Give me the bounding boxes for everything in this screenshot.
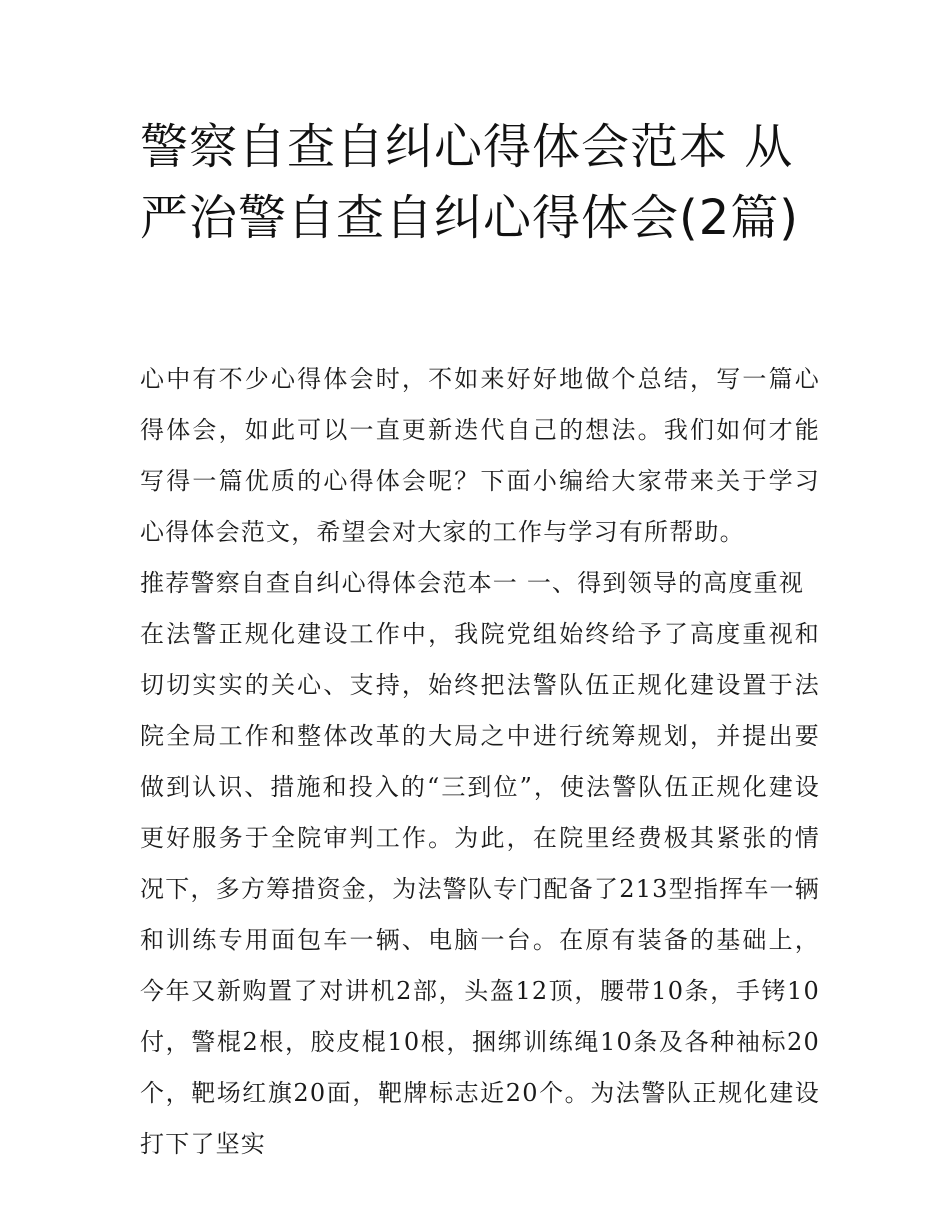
document-title: 警察自查自纠心得体会范本 从严治警自查自纠心得体会(2篇) [140, 119, 799, 246]
section-heading-paragraph: 推荐警察自查自纠心得体会范本一 一、得到领导的高度重视 [140, 569, 805, 597]
document-body [140, 354, 820, 1170]
body-paragraph: 在法警正规化建设工作中，我院党组始终给予了高度重视和切切实实的关心、支持，始终把法警队伍正规化建设置于法院全局工作和整体改革的大局之中进行统筹规划，并提出要做到认识、措施和投入的“三到位”，使法警队伍正规化建设更好服务于全院审判工作。为此，在院里经费极其紧张的情况下，多方筹措资金，为法警队专门配备了213型指挥车一辆和训练专用面包车一辆、电脑一台。在原有装备的基础上，今年又新购置了对讲机2部，头盔12顶，腰带10条，手铐10付，警棍2根，胶皮棍10根，捆绑训练绳10条及各种袖标20个，靶场红旗20面，靶牌标志近20个。为法警队正规化建设打下了坚实 [140, 620, 820, 1158]
intro-paragraph: 心中有不少心得体会时，不如来好好地做个总结，写一篇心得体会，如此可以一直更新迭代自己的想法。我们如何才能写得一篇优质的心得体会呢？下面小编给大家带来关于学习心得体会范文，希望会对大家的工作与学习有所帮助。 [140, 365, 820, 546]
